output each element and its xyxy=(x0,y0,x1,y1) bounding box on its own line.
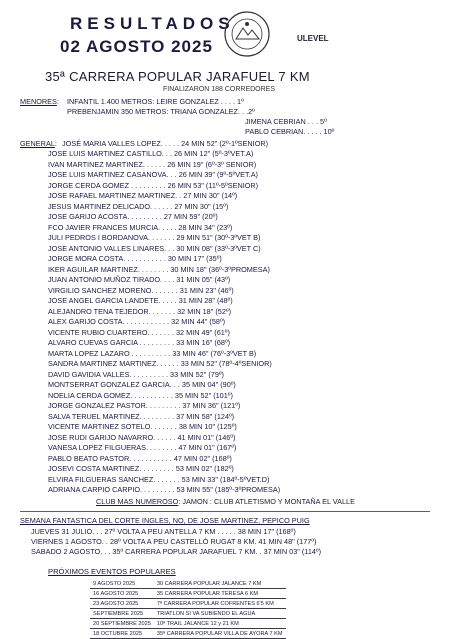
minor-row: PREBENJAMIN 350 METROS: TRIANA GONZALEZ. . .2º xyxy=(67,107,255,116)
general-row: MARTA LOPEZ LAZARO . . . . . . . . . . 33 MIN 46" (76º-3ºVET B) xyxy=(48,348,257,358)
brand-label: ULEVEL xyxy=(297,34,329,43)
general-row: ELVIRA FILGUERAS SANCHEZ. . . . . . . 53 MIN 33" (184º-5ºVET.D) xyxy=(48,474,270,484)
event-date: 18 OCTUBRE 2025 xyxy=(90,629,154,639)
club-row: CLUB MAS NUMEROSO: JAMON : CLUB ATLETISMO Y MONTAÑA EL VALLE xyxy=(96,497,355,506)
event-date: 16 AGOSTO 2025 xyxy=(90,589,154,599)
general-row: IVAN MARTINEZ MARTINEZ. . . . . . 26 MIN 19" (6º-3º SENIOR) xyxy=(48,159,257,169)
general-row: VANESA LOPEZ FILGUERAS. . . . . . . . 47 MIN 01" (167º) xyxy=(48,443,237,452)
minor-row: PABLO CEBRIAN. . . . . 10º xyxy=(245,127,335,136)
general-row: VICENTE RUBIO CUARTERO. . . . . . . 32 MIN 49" (61º) xyxy=(48,327,230,337)
week-row: SABADO 2 AGOSTO. . . 35º CARRERA POPULAR JARAFUEL 7 KM. . 37 MIN 03" (114º) xyxy=(31,547,322,556)
general-row: JOSE RUDI GARIJO NAVARRO. . . . . . 41 MIN 01" (146º) xyxy=(48,432,236,442)
general-row: JOSÉ MARIA VALLES LOPEZ. . . . . 24 MIN 52" (2º-1ºSENIOR) xyxy=(62,139,269,148)
upcoming-title: PRÓXIMOS EVENTOS POPULARES xyxy=(48,567,176,576)
minor-row: JIMENA CEBRIAN . . . 5º xyxy=(245,117,327,126)
general-row: JOSEVI COSTA MARTINEZ. . . . . . . . . 53 MIN 02" (182º) xyxy=(48,464,234,473)
general-row: JOSE LUIS MARTINEZ CASTILLO. . . 26 MIN 12" (5º-3ºVET.A) xyxy=(48,149,254,158)
event-date: 9 AGOSTO 2025 xyxy=(90,579,154,589)
general-row: FCO JAVIER FRANCES MURCIA. . . . . 28 MIN 34" (23º) xyxy=(48,222,233,232)
general-row: VICENTE MARTINEZ SOTELO. . . . . . . 38 MIN 10" (125º) xyxy=(48,422,237,431)
title-resultados: RESULTADOS xyxy=(70,14,235,33)
general-row: JOSE LUIS MARTINEZ CASANOVA. . . 26 MIN 39" (9º-5ºVET.A) xyxy=(48,170,258,179)
general-row: JORGE CERDA GOMEZ . . . . . . . . . 26 MIN 53" (11º-5ºSENIOR) xyxy=(48,180,259,190)
general-row: NOELIA CERDA GOMEZ. . . . . . . . . . . 35 MIN 52" (101º) xyxy=(48,390,233,400)
week-title: SEMANA FANTASTICA DEL CORTE INGLES, NO, DE JOSE MARTINEZ, PEPICO PUIG xyxy=(20,516,310,525)
event-name: 35 CARRERA POPULAR TERESA 6 KM xyxy=(154,589,286,599)
event-row xyxy=(90,579,286,589)
event-name: 7ª CARRERA POPULAR COFRENTES 6'5 KM xyxy=(154,599,286,609)
general-row: JUAN ANTONIO MUÑOZ TIRADO. . . . 31 MIN 05" (43º) xyxy=(48,275,231,284)
divider xyxy=(20,511,430,512)
event-date: 20 SEPTIEMBRE 2025 xyxy=(90,619,154,629)
race-title: 35ª CARRERA POPULAR JARAFUEL 7 KM xyxy=(45,69,310,84)
event-name: 10ª TRAIL JALANCE 12 y 21 KM xyxy=(154,619,286,629)
general-row: JOSE GARIJO ACOSTA. . . . . . . . . 27 MIN 59" (20º) xyxy=(48,212,218,221)
event-name: TRIATLON SI VA SUBIENDO EL AGUA xyxy=(154,609,286,619)
general-row: ADRIANA CARPIO CARPIO. . . . . . . . . 53 MIN 55" (185º-3ºPROMESA) xyxy=(48,485,281,494)
club-logo-icon xyxy=(222,9,272,59)
minor-row: INFANTIL 1.400 METROS: LEIRE GONZALEZ . . . . 1º xyxy=(67,97,244,106)
week-row: VIERNES 1 AGOSTO. . 28º VOLTA A PEU CASTELLÓ RUGAT 8 KM. 41 MIN 48" (177º) xyxy=(31,537,317,546)
general-row: PABLO BEATO PASTOR. . . . . . . . . . . 47 MIN 02" (168º) xyxy=(48,453,232,463)
general-row: VIRGILIO SANCHEZ MORENO. . . . . . . 31 MIN 23" (46º) xyxy=(48,285,234,295)
general-row: ALEX GARIJO COSTA. . . . . . . . . . . . 32 MIN 44" (58º) xyxy=(48,317,226,326)
general-row: JOSE ANGEL GARCIA LANDETE. . . . . 31 MIN 28" (48º) xyxy=(48,296,233,305)
event-row xyxy=(90,619,286,629)
event-row xyxy=(90,629,286,639)
event-date: SEPTIEMBRE 2025 xyxy=(90,609,154,619)
general-label: GENERAL: xyxy=(20,139,57,148)
event-name: 35ª CARRERA POPULAR VILLA DE AYORA 7 KM xyxy=(154,629,286,639)
event-row xyxy=(90,609,286,619)
general-row: IKER AGUILAR MARTINEZ. . . . . . . . 30 MIN 18" (36º-3ºPROMESA) xyxy=(48,264,270,274)
event-row xyxy=(90,589,286,599)
general-row: ALEJANDRO TENA TEJEDOR. . . . . . . 32 MIN 18" (52º) xyxy=(48,306,231,316)
general-row: JULI PEDROS I BORDANOVA. . . . . . . 29 MIN 51" (30º-3ºVET B) xyxy=(48,233,261,242)
minors-label: MENORES: xyxy=(20,97,59,106)
event-date: 23 AGOSTO 2025 xyxy=(90,599,154,609)
general-row: JORGE GONZALEZ PASTOR. . . . . . . . . 37 MIN 36" (121º) xyxy=(48,401,241,410)
general-row: JOSE RAFAEL MARTINEZ MARTINEZ. . 27 MIN 30" (14º) xyxy=(48,191,238,200)
finishers-count: FINALIZARON 188 CORREDORES xyxy=(163,86,276,93)
general-row: JORGE MORA COSTA. . . . . . . . . . . 30 MIN 17" (35º) xyxy=(48,254,222,263)
general-row: SALVA TERUEL MARTINEZ. . . . . . . . . 37 MIN 58" (124º) xyxy=(48,411,235,421)
general-row: ALVARO CUEVAS GARCIA . . . . . . . . . 33 MIN 16" (68º) xyxy=(48,338,231,347)
general-row: JOSE ANTONIO VALLES LINARES. . . 30 MIN 08" (33º-3ºVET C) xyxy=(48,243,261,253)
general-row: MONTSERRAT GONZALEZ GARCIA. . . 35 MIN 04" (90º) xyxy=(48,380,236,389)
events-table xyxy=(90,579,286,639)
general-row: DAVID GAVIDIA VALLES. . . . . . . . . . 33 MIN 52" (79º) xyxy=(48,369,224,379)
general-row: JESUS MARTINEZ DELICADO. . . . . . 27 MIN 30" (15º) xyxy=(48,201,229,211)
week-row: JUEVES 31 JULIO. . . 27º VOLTA A PEU ANTELLA 7 KM . . . . . 38 MIN 17" (168º) xyxy=(31,527,296,536)
event-name: 30 CARRERA POPULAR JALANCE 7 KM xyxy=(154,579,286,589)
general-row: SANDRA MARTINEZ MARTINEZ. . . . . . 33 MIN 52" (78º-4ºSENIOR) xyxy=(48,359,272,368)
event-row xyxy=(90,599,286,609)
title-date: 02 AGOSTO 2025 xyxy=(60,37,213,56)
